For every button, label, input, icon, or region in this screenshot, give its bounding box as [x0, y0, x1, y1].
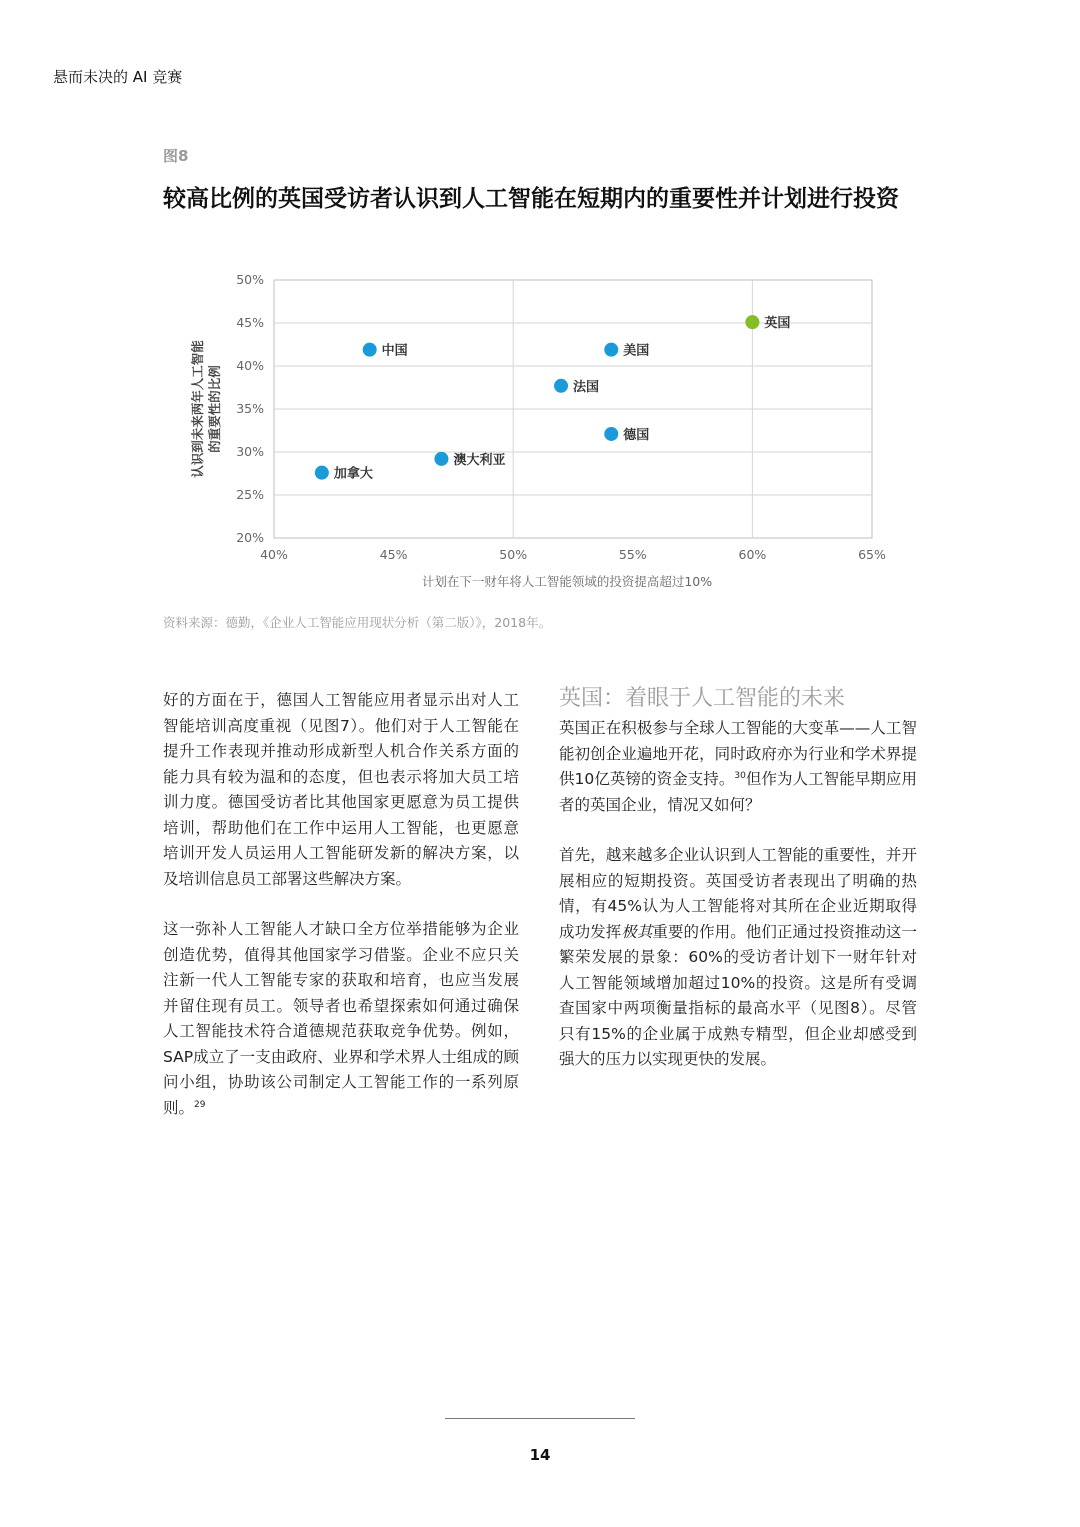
data-point — [745, 315, 759, 329]
y-tick-label: 25% — [236, 487, 264, 502]
y-tick-label: 40% — [236, 358, 264, 373]
left-paragraph-1: 好的方面在于，德国人工智能应用者显示出对人工智能培训高度重视（见图7）。他们对于人工智能在提升工作表现并推动形成新型人机合作关系方面的能力具有较为温和的态度，但也表示将加大员工培训力度。德国受访者比其他国家更愿意为员工提供培训，帮助他们在工作中运用人工智能，也更愿意培训开发人员运用人工智能研发新的解决方案，以及培训信息员工部署这些解决方案。 — [163, 691, 519, 888]
x-tick-label: 45% — [379, 547, 408, 562]
data-point-label: 英国 — [764, 316, 791, 332]
data-point-label: 法国 — [573, 379, 600, 395]
y-tick-label: 20% — [236, 530, 264, 545]
data-point-label: 德国 — [623, 427, 650, 443]
data-point — [434, 452, 448, 466]
footnote-ref-29: 29 — [194, 1099, 206, 1110]
y-tick-label: 50% — [236, 272, 264, 287]
right-paragraph-2 — [559, 843, 917, 1073]
data-point — [315, 466, 329, 480]
y-axis-title-line: 认识到未来两年人工智能 — [190, 340, 205, 478]
y-axis-title — [190, 340, 222, 478]
running-header: 悬而未决的 AI 竞赛 — [53, 68, 183, 86]
chart-points — [315, 315, 791, 482]
data-point — [604, 343, 618, 357]
page-number: 14 — [529, 1446, 551, 1464]
y-axis-title-line: 的重要性的比例 — [207, 365, 222, 453]
x-tick-label: 55% — [618, 547, 647, 562]
data-point — [363, 343, 377, 357]
data-point-label: 美国 — [623, 343, 650, 359]
figure-label: 图8 — [163, 147, 189, 165]
emphasis-text: 极其 — [621, 922, 653, 941]
right-column — [559, 684, 917, 1098]
right-paragraph-1-text: 英国正在积极参与全球人工智能的大变革——人工智能初创企业遍地开花，同时政府亦为行业和学术界提供10亿英镑的资金支持。 — [559, 719, 917, 788]
section-heading: 英国：着眼于人工智能的未来 — [559, 686, 846, 711]
x-tick-label: 65% — [858, 547, 886, 562]
footer-rule — [445, 1418, 635, 1419]
x-tick-label: 50% — [499, 547, 528, 562]
x-tick-label: 60% — [738, 547, 767, 562]
y-tick-label: 45% — [236, 315, 264, 330]
y-tick-label: 35% — [236, 401, 264, 416]
right-paragraph-1-tail: 但作为人工智能早期应用者的英国企业，情况又如何？ — [559, 770, 917, 814]
footnote-ref-30: 30 — [734, 770, 746, 781]
right-paragraph-2-a: 首先，越来越多企业认识到人工智能的重要性，并开展相应的短期投资。英国受访者表现出了明确的热情，有45%认为人工智能将对其所在企业近期取得成功发挥 — [559, 846, 917, 941]
figure-source: 资料来源：德勤，《企业人工智能应用现状分析（第二版）》，2018年。 — [163, 615, 552, 630]
x-axis-title: 计划在下一财年将人工智能领域的投资提高超过10% — [421, 574, 713, 589]
left-paragraph-2-text: 这一弥补人工智能人才缺口全方位举措能够为企业创造优势，值得其他国家学习借鉴。企业不应只关注新一代人工智能专家的获取和培育，也应当发展并留住现有员工。领导者也希望探索如何通过确保人工智能技术符合道德规范获取竞争优势。例如，SAP成立了一支由政府、业界和学术界人士组成的顾问小组，协助该公司制定人工智能工作的一系列原则。 — [163, 920, 519, 1117]
data-point — [554, 379, 568, 393]
left-paragraph-2 — [163, 917, 519, 1121]
data-point-label: 澳大利亚 — [453, 452, 506, 468]
y-tick-label: 30% — [236, 444, 264, 459]
x-tick-label: 40% — [260, 547, 288, 562]
data-point — [604, 427, 618, 441]
right-paragraph-1 — [559, 716, 917, 818]
figure-title: 较高比例的英国受访者认识到人工智能在短期内的重要性并计划进行投资 — [163, 186, 899, 212]
data-point-label: 中国 — [381, 343, 408, 359]
right-paragraph-2-b: 重要的作用。他们正通过投资推动这一繁荣发展的景象：60%的受访者计划下一财年针对人工智能领域增加超过10%的投资。这是所有受调查国家中两项衡量指标的最高水平（见图8）。尽管只有15%的企业属于成熟专精型，但企业却感受到强大的压力以实现更快的发展。 — [559, 922, 917, 1068]
scatter-chart — [160, 268, 900, 603]
data-point-label: 加拿大 — [333, 466, 373, 482]
left-column — [163, 688, 519, 1146]
